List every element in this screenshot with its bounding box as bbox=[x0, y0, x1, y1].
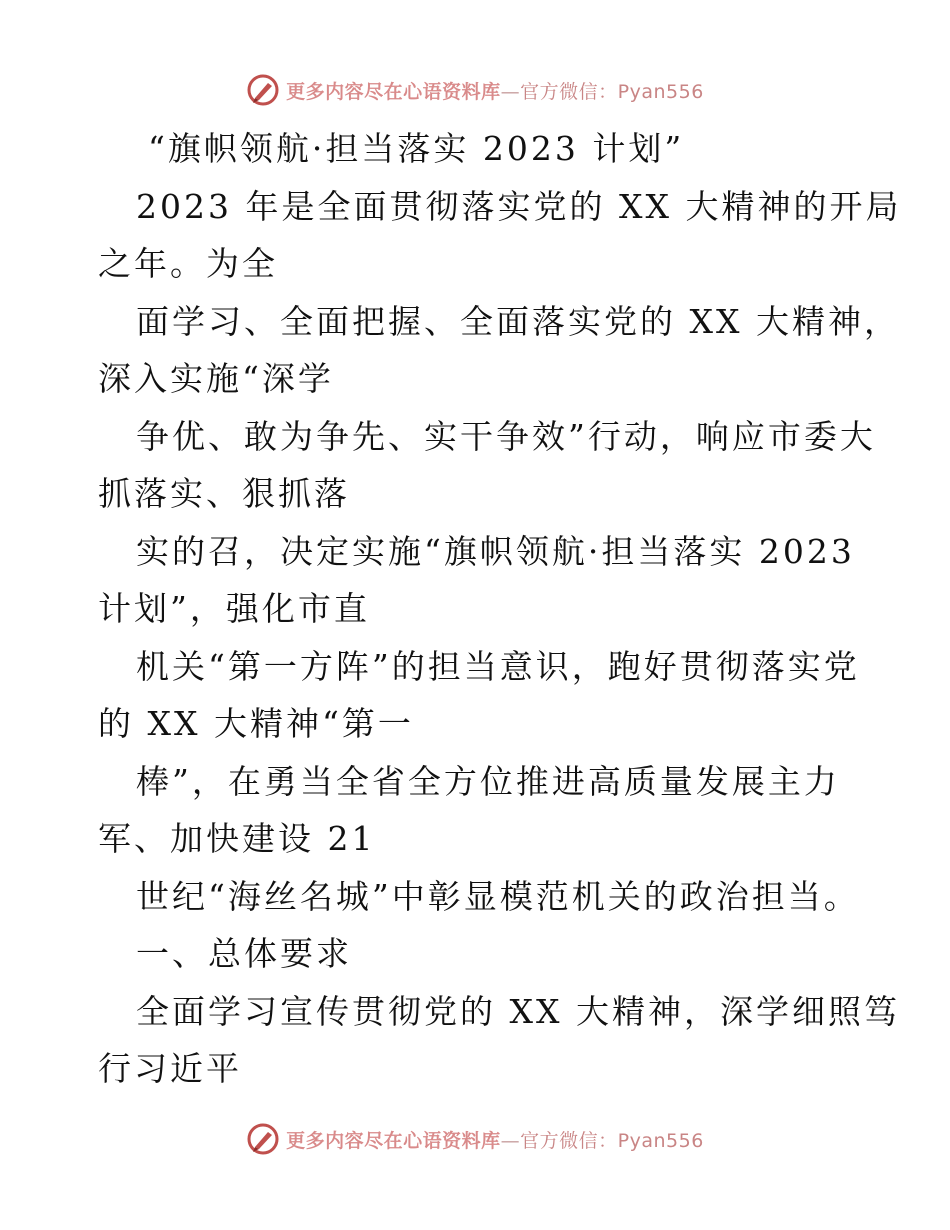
text-line: 的 XX 大精神“第一 bbox=[98, 704, 414, 743]
text-line: 深入实施“深学 bbox=[98, 359, 334, 398]
text-line: 抓落实、狠抓落 bbox=[98, 474, 350, 513]
footer-watermark bbox=[0, 1119, 950, 1159]
watermark-text bbox=[286, 1126, 704, 1153]
pen-circle-logo-icon bbox=[246, 73, 280, 107]
watermark-site-text: 更多内容尽在心语资料库 bbox=[286, 80, 501, 103]
watermark-wechat-text: 官方微信：Pyan556 bbox=[520, 1129, 704, 1152]
document-title: “旗帜领航·担当落实 2023 计划” bbox=[148, 129, 685, 168]
text-line: 行习近平 bbox=[98, 1049, 242, 1088]
watermark-separator: — bbox=[500, 1129, 521, 1152]
text-line: 计划”，强化市直 bbox=[98, 589, 370, 628]
text-line: 机关“第一方阵”的担当意识，跑好贯彻落实党 bbox=[136, 646, 860, 686]
text-line: 2023 年是全面贯彻落实党的 XX 大精神的开局 bbox=[136, 186, 902, 226]
text-line: 实的召，决定实施“旗帜领航·担当落实 2023 bbox=[136, 531, 855, 571]
watermark-wechat-text: 官方微信：Pyan556 bbox=[520, 80, 704, 103]
text-line: 军、加快建设 21 bbox=[98, 819, 376, 858]
text-line: 世纪“海丝名城”中彰显模范机关的政治担当。 bbox=[136, 876, 860, 916]
text-line: 争优、敢为争先、实干争效”行动，响应市委大 bbox=[136, 416, 876, 456]
text-line: 面学习、全面把握、全面落实党的 XX 大精神， bbox=[136, 301, 900, 341]
pen-circle-logo-icon bbox=[246, 1122, 280, 1156]
watermark-separator: — bbox=[500, 80, 521, 103]
watermark-site-text: 更多内容尽在心语资料库 bbox=[286, 1129, 501, 1152]
text-line: 棒”，在勇当全省全方位推进高质量发展主力 bbox=[136, 761, 840, 801]
text-line: 之年。为全 bbox=[98, 244, 278, 283]
header-watermark bbox=[0, 70, 950, 110]
document-body bbox=[98, 120, 902, 1098]
text-line: 一、总体要求 bbox=[136, 934, 352, 973]
watermark-text bbox=[286, 77, 704, 104]
text-line: 全面学习宣传贯彻党的 XX 大精神，深学细照笃 bbox=[136, 991, 900, 1031]
